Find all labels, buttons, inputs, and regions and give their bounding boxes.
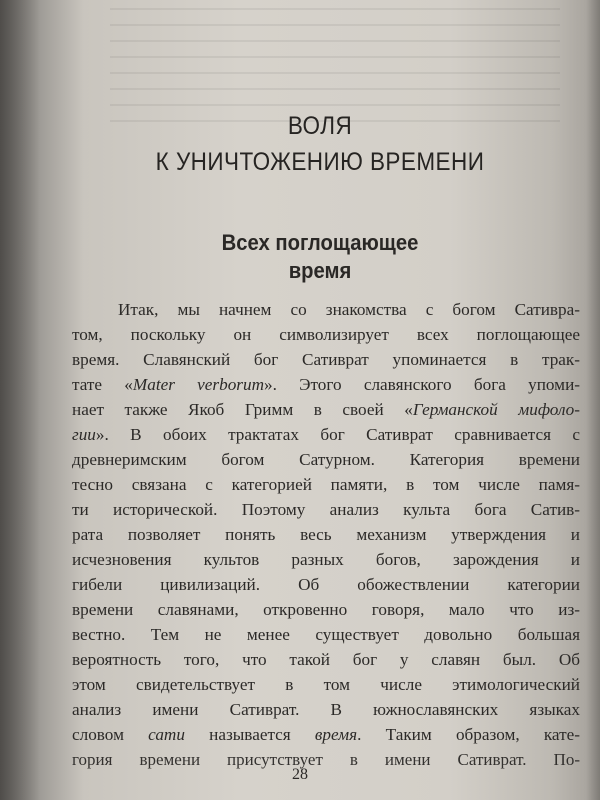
body-line-11: исчезновения культов разных богов, зарождения и <box>72 550 580 569</box>
body-line-17: анализ имени Сативрат. В южнославянских языках <box>72 700 580 719</box>
chapter-title-line-1: ВОЛЯ <box>287 112 353 140</box>
body-line-8: тесно связана с категорией памяти, в том числе памя- <box>72 475 580 494</box>
body-line-1: Итак, мы начнем со знакомства с богом Сативра- <box>118 300 580 319</box>
italic-word-sati: сати <box>148 725 185 744</box>
body-line-7: древнеримским богом Сатурном. Категория времени <box>72 450 580 469</box>
page-edge-shadow <box>586 0 600 800</box>
section-title-line-2: время <box>288 258 352 283</box>
italic-title-mater-verborum: Mater verborum <box>132 375 264 394</box>
previous-page-show-through <box>110 8 560 128</box>
italic-word-vremya: время <box>314 725 358 744</box>
italic-title-germanic-mythology: Германской мифоло- <box>412 400 580 419</box>
body-line-6: гии». В обоих трактатах бог Сативрат сравнивается с <box>72 425 580 444</box>
body-line-19: гория времени присутствует в имени Сативрат. По- <box>72 750 580 769</box>
body-line-16: этом свидетельствует в том числе этимологический <box>72 675 580 694</box>
body-line-4: тате «Mater verborum». Этого славянского бога упоми- <box>72 375 580 394</box>
body-line-9: ти исторической. Поэтому анализ культа бога Сатив- <box>72 500 580 519</box>
body-line-3: время. Славянский бог Сативрат упоминается в трак- <box>72 350 580 369</box>
body-line-13: времени славянами, откровенно говоря, мало что из- <box>72 600 580 619</box>
page-number: 28 <box>292 766 308 783</box>
section-title-line-1: Всех поглощающее <box>221 230 419 255</box>
body-line-12: гибели цивилизаций. Об обожествлении категории <box>72 575 580 594</box>
italic-title-continuation: гии <box>72 425 96 444</box>
body-line-18: словом сати называется время. Таким образом, кате- <box>72 725 580 744</box>
book-spine-shadow <box>0 0 40 800</box>
chapter-title-line-2: К УНИЧТОЖЕНИЮ ВРЕМЕНИ <box>155 148 485 176</box>
body-line-10: рата позволяет понять весь механизм утверждения и <box>72 525 580 544</box>
body-line-15: вероятность того, что такой бог у славян был. Об <box>72 650 580 669</box>
body-line-2: том, поскольку он символизирует всех поглощающее <box>72 325 580 344</box>
body-line-5: нает также Якоб Гримм в своей «Германской мифоло- <box>72 400 580 419</box>
body-line-14: вестно. Тем не менее существует довольно большая <box>72 625 580 644</box>
